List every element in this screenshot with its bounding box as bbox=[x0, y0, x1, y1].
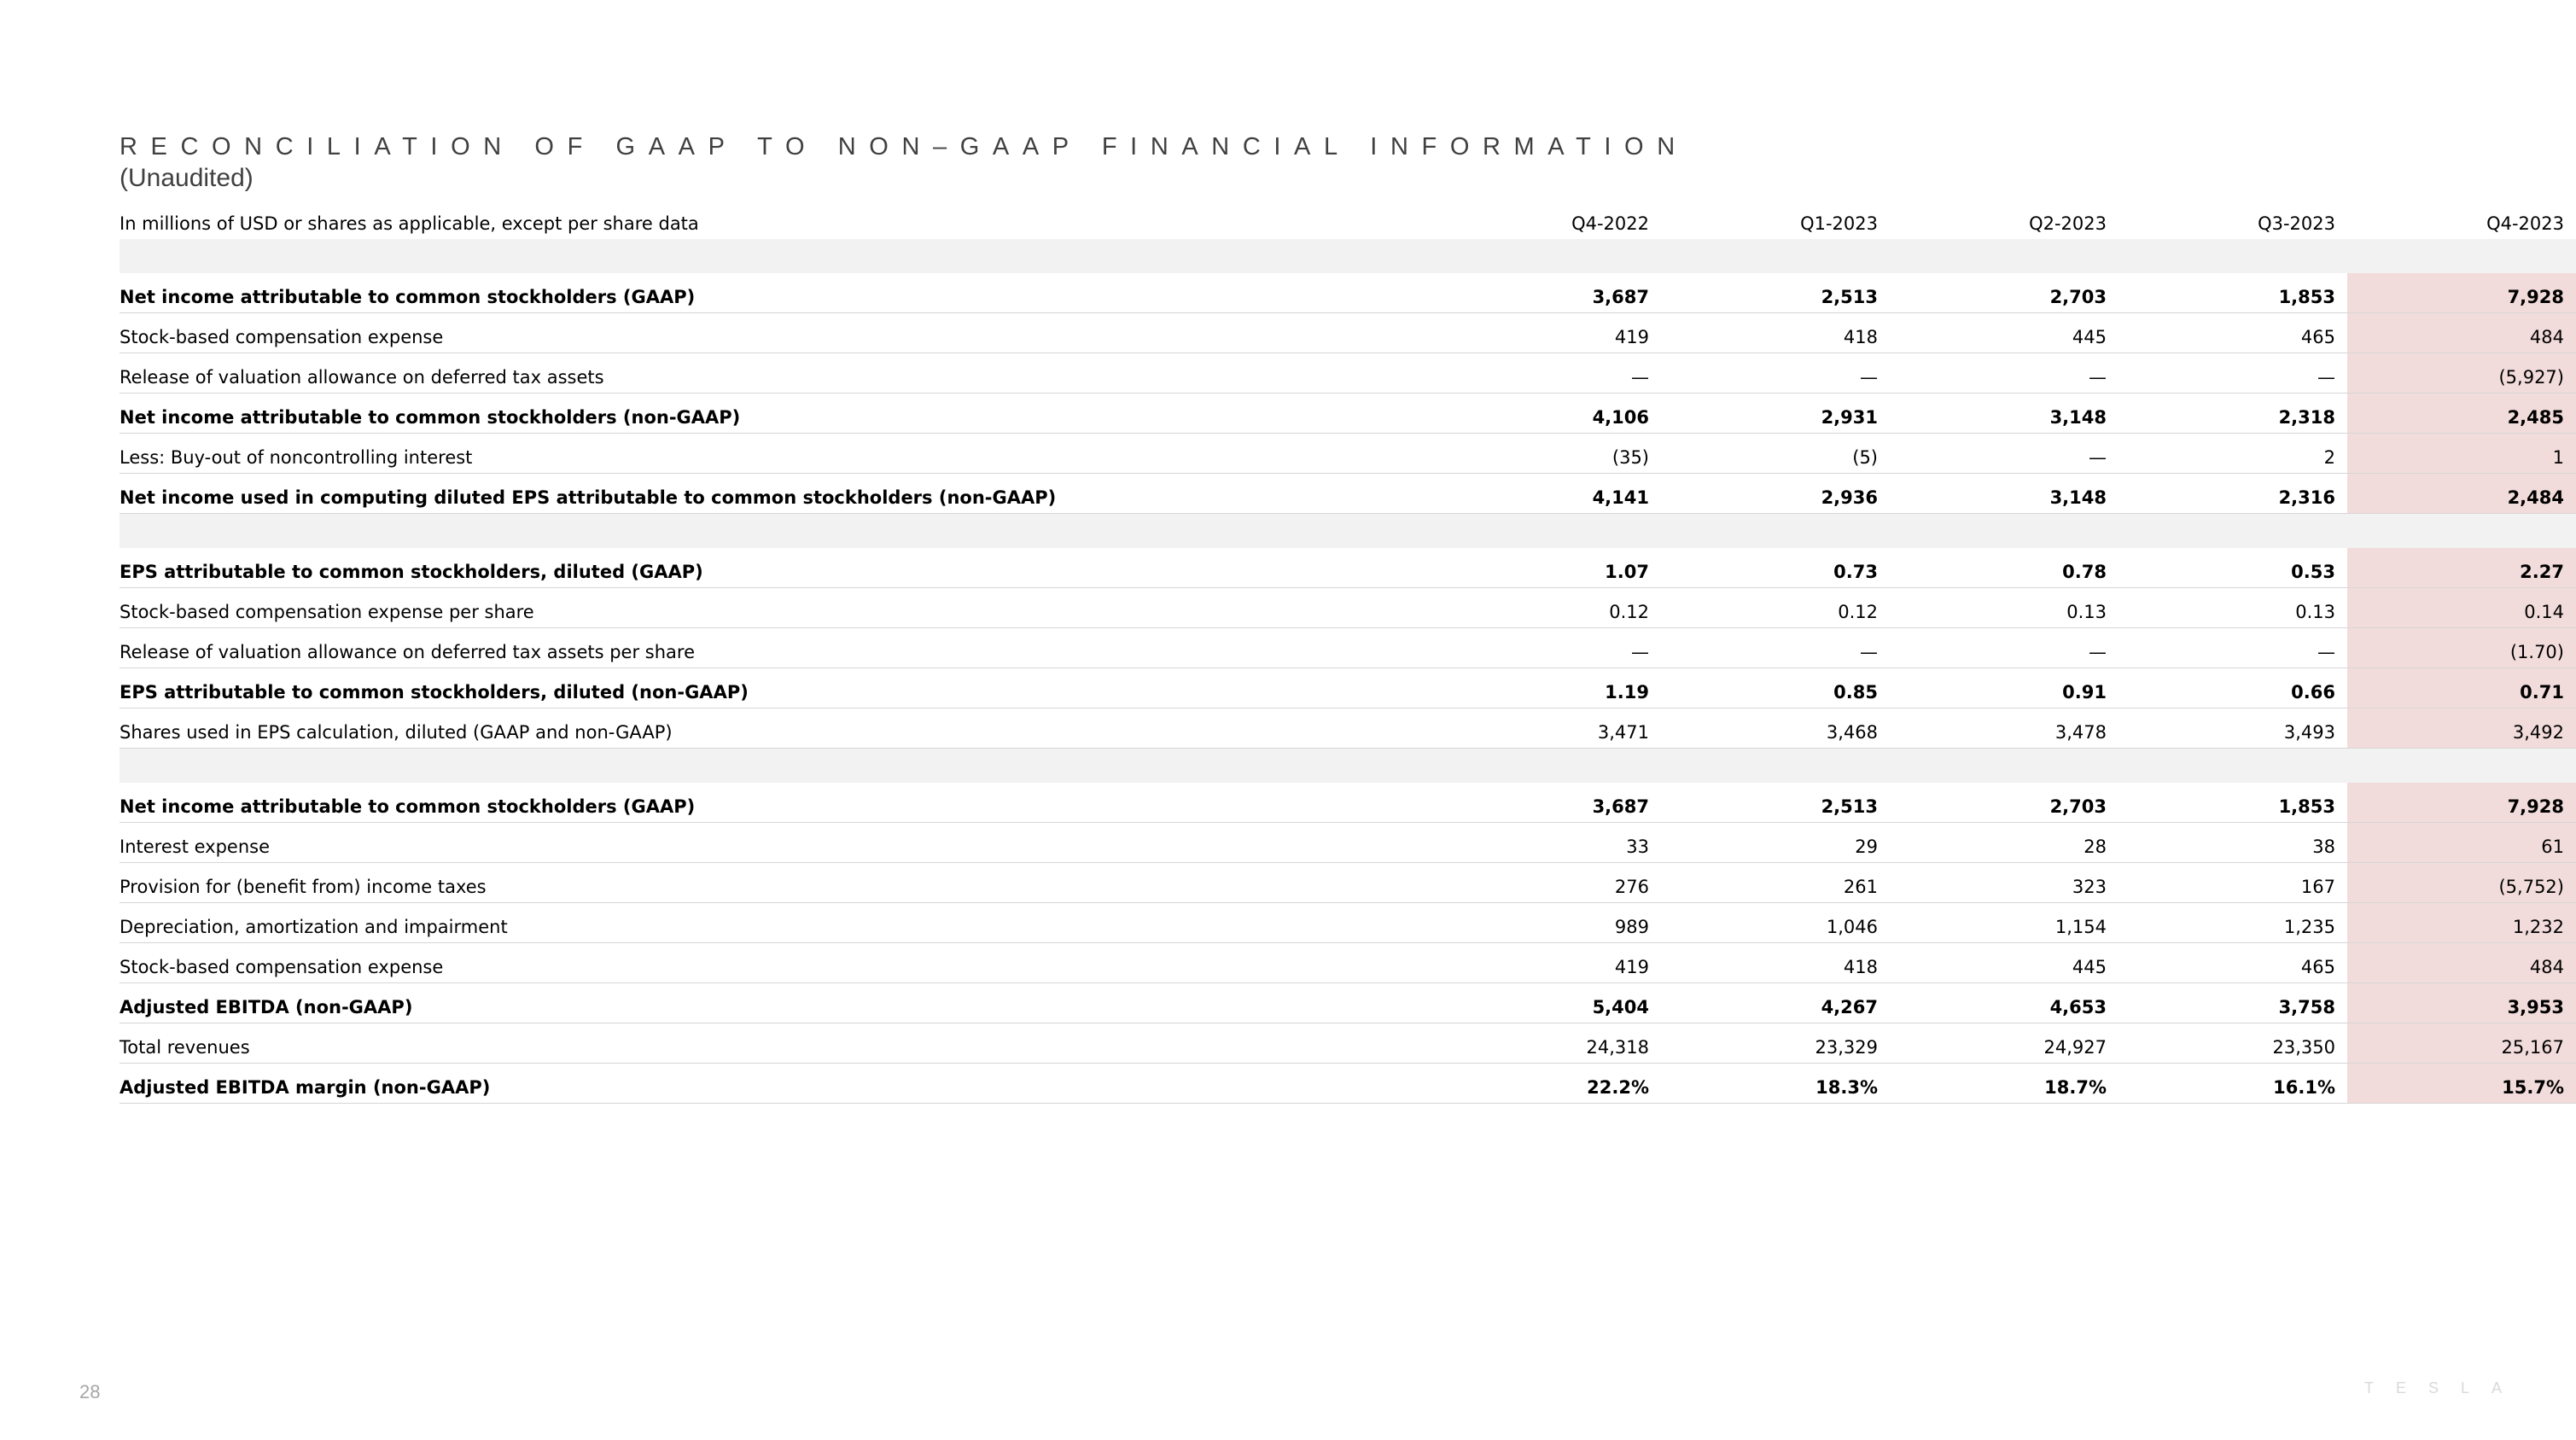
value-cell: 2,484 bbox=[2347, 474, 2576, 514]
table-row bbox=[119, 823, 2576, 863]
value-cell: — bbox=[1890, 628, 2118, 668]
value-cell: 3,148 bbox=[1890, 394, 2118, 434]
page-number: 28 bbox=[79, 1381, 101, 1402]
value-cell: 276 bbox=[1432, 863, 1661, 903]
table-row bbox=[119, 394, 2576, 434]
value-cell: — bbox=[1432, 628, 1661, 668]
column-header: Q4-2023 bbox=[2486, 213, 2564, 234]
row-label: Net income attributable to common stockholders (GAAP) bbox=[119, 273, 1432, 313]
value-cell: 0.91 bbox=[1890, 668, 2118, 708]
value-cell: 419 bbox=[1432, 943, 1661, 983]
value-cell: 1,232 bbox=[2347, 903, 2576, 943]
value-cell: 419 bbox=[1432, 313, 1661, 353]
value-cell: 61 bbox=[2347, 823, 2576, 863]
table-header bbox=[119, 203, 2576, 239]
section-spacer bbox=[119, 239, 2576, 273]
row-label: Stock-based compensation expense bbox=[119, 313, 1432, 353]
value-cell: 0.66 bbox=[2118, 668, 2347, 708]
value-cell: — bbox=[2118, 353, 2347, 394]
value-cell: 2,318 bbox=[2118, 394, 2347, 434]
header-row bbox=[119, 203, 2576, 239]
column-header: Q4-2022 bbox=[1571, 213, 1649, 234]
row-label: Shares used in EPS calculation, diluted (GAAP and non-GAAP) bbox=[119, 708, 1432, 749]
value-cell: 989 bbox=[1432, 903, 1661, 943]
value-cell: 445 bbox=[1890, 943, 2118, 983]
value-cell: 5,404 bbox=[1432, 983, 1661, 1023]
table-row bbox=[119, 783, 2576, 823]
section-spacer-cell bbox=[119, 239, 2576, 273]
value-cell: 3,758 bbox=[2118, 983, 2347, 1023]
value-cell: 0.14 bbox=[2347, 588, 2576, 628]
value-cell: 16.1% bbox=[2118, 1064, 2347, 1104]
value-cell: 1,853 bbox=[2118, 273, 2347, 313]
value-cell: — bbox=[1432, 353, 1661, 394]
value-cell: 0.73 bbox=[1661, 548, 1890, 588]
value-cell: 3,478 bbox=[1890, 708, 2118, 749]
value-cell: 445 bbox=[1890, 313, 2118, 353]
value-cell: 418 bbox=[1661, 313, 1890, 353]
value-cell: 1.19 bbox=[1432, 668, 1661, 708]
row-label: Net income attributable to common stockholders (GAAP) bbox=[119, 783, 1432, 823]
row-label: Total revenues bbox=[119, 1023, 1432, 1064]
table-row bbox=[119, 1064, 2576, 1104]
section-spacer-cell bbox=[119, 749, 2576, 784]
value-cell: 1,154 bbox=[1890, 903, 2118, 943]
table-row bbox=[119, 273, 2576, 313]
table-row bbox=[119, 548, 2576, 588]
value-cell: 1,235 bbox=[2118, 903, 2347, 943]
header-units-label: In millions of USD or shares as applicable, except per share data bbox=[119, 213, 699, 234]
table-body bbox=[119, 239, 2576, 1104]
value-cell: 0.13 bbox=[1890, 588, 2118, 628]
table-row bbox=[119, 628, 2576, 668]
value-cell: 3,687 bbox=[1432, 273, 1661, 313]
value-cell: 0.71 bbox=[2347, 668, 2576, 708]
row-label: Provision for (benefit from) income taxes bbox=[119, 863, 1432, 903]
table-row bbox=[119, 708, 2576, 749]
tesla-logo: TESLA bbox=[2364, 1379, 2525, 1396]
value-cell: 33 bbox=[1432, 823, 1661, 863]
column-header: Q3-2023 bbox=[2258, 213, 2335, 234]
row-label: Stock-based compensation expense per share bbox=[119, 588, 1432, 628]
value-cell: 323 bbox=[1890, 863, 2118, 903]
row-label: Depreciation, amortization and impairment bbox=[119, 903, 1432, 943]
value-cell: 2,931 bbox=[1661, 394, 1890, 434]
value-cell: 23,329 bbox=[1661, 1023, 1890, 1064]
value-cell: (35) bbox=[1432, 434, 1661, 474]
value-cell: 3,471 bbox=[1432, 708, 1661, 749]
value-cell: 3,492 bbox=[2347, 708, 2576, 749]
value-cell: 1,853 bbox=[2118, 783, 2347, 823]
value-cell: 2,703 bbox=[1890, 783, 2118, 823]
value-cell: 4,267 bbox=[1661, 983, 1890, 1023]
table-row bbox=[119, 668, 2576, 708]
value-cell: 2,485 bbox=[2347, 394, 2576, 434]
section-spacer bbox=[119, 749, 2576, 784]
value-cell: 0.53 bbox=[2118, 548, 2347, 588]
value-cell: 0.13 bbox=[2118, 588, 2347, 628]
value-cell: 22.2% bbox=[1432, 1064, 1661, 1104]
table-row bbox=[119, 474, 2576, 514]
value-cell: 15.7% bbox=[2347, 1064, 2576, 1104]
value-cell: 2,316 bbox=[2118, 474, 2347, 514]
value-cell: 3,493 bbox=[2118, 708, 2347, 749]
value-cell: 38 bbox=[2118, 823, 2347, 863]
value-cell: 7,928 bbox=[2347, 273, 2576, 313]
value-cell: 418 bbox=[1661, 943, 1890, 983]
value-cell: 18.3% bbox=[1661, 1064, 1890, 1104]
value-cell: 0.85 bbox=[1661, 668, 1890, 708]
value-cell: 18.7% bbox=[1890, 1064, 2118, 1104]
value-cell: 24,318 bbox=[1432, 1023, 1661, 1064]
value-cell: — bbox=[1661, 628, 1890, 668]
reconciliation-table bbox=[119, 203, 2576, 1104]
value-cell: 24,927 bbox=[1890, 1023, 2118, 1064]
value-cell: — bbox=[1890, 353, 2118, 394]
value-cell: (5,927) bbox=[2347, 353, 2576, 394]
value-cell: (1.70) bbox=[2347, 628, 2576, 668]
value-cell: 7,928 bbox=[2347, 783, 2576, 823]
value-cell: — bbox=[1890, 434, 2118, 474]
value-cell: 3,953 bbox=[2347, 983, 2576, 1023]
value-cell: 28 bbox=[1890, 823, 2118, 863]
value-cell: 2,513 bbox=[1661, 783, 1890, 823]
value-cell: 484 bbox=[2347, 313, 2576, 353]
value-cell: 2,936 bbox=[1661, 474, 1890, 514]
value-cell: 4,141 bbox=[1432, 474, 1661, 514]
value-cell: 1,046 bbox=[1661, 903, 1890, 943]
value-cell: 4,106 bbox=[1432, 394, 1661, 434]
row-label: Stock-based compensation expense bbox=[119, 943, 1432, 983]
row-label: Adjusted EBITDA margin (non-GAAP) bbox=[119, 1064, 1432, 1104]
value-cell: 25,167 bbox=[2347, 1023, 2576, 1064]
value-cell: — bbox=[1661, 353, 1890, 394]
row-label: Less: Buy-out of noncontrolling interest bbox=[119, 434, 1432, 474]
value-cell: 4,653 bbox=[1890, 983, 2118, 1023]
section-spacer-cell bbox=[119, 514, 2576, 549]
value-cell: (5,752) bbox=[2347, 863, 2576, 903]
row-label: Adjusted EBITDA (non-GAAP) bbox=[119, 983, 1432, 1023]
value-cell: 2,513 bbox=[1661, 273, 1890, 313]
row-label: EPS attributable to common stockholders, diluted (GAAP) bbox=[119, 548, 1432, 588]
column-header: Q2-2023 bbox=[2029, 213, 2107, 234]
value-cell: 3,687 bbox=[1432, 783, 1661, 823]
value-cell: 484 bbox=[2347, 943, 2576, 983]
value-cell: 3,148 bbox=[1890, 474, 2118, 514]
table-row bbox=[119, 434, 2576, 474]
table-row bbox=[119, 313, 2576, 353]
value-cell: 29 bbox=[1661, 823, 1890, 863]
column-header: Q1-2023 bbox=[1800, 213, 1878, 234]
row-label: Release of valuation allowance on deferred tax assets per share bbox=[119, 628, 1432, 668]
value-cell: 2 bbox=[2118, 434, 2347, 474]
value-cell: 2,703 bbox=[1890, 273, 2118, 313]
value-cell: 0.12 bbox=[1661, 588, 1890, 628]
value-cell: 3,468 bbox=[1661, 708, 1890, 749]
value-cell: 1 bbox=[2347, 434, 2576, 474]
table-row bbox=[119, 903, 2576, 943]
row-label: EPS attributable to common stockholders, diluted (non-GAAP) bbox=[119, 668, 1432, 708]
value-cell: 261 bbox=[1661, 863, 1890, 903]
table-row bbox=[119, 863, 2576, 903]
page-subtitle: (Unaudited) bbox=[119, 164, 254, 192]
table-row bbox=[119, 1023, 2576, 1064]
value-cell: — bbox=[2118, 628, 2347, 668]
value-cell: 167 bbox=[2118, 863, 2347, 903]
value-cell: 23,350 bbox=[2118, 1023, 2347, 1064]
value-cell: 0.78 bbox=[1890, 548, 2118, 588]
table-row bbox=[119, 588, 2576, 628]
value-cell: 465 bbox=[2118, 313, 2347, 353]
row-label: Interest expense bbox=[119, 823, 1432, 863]
page-title: RECONCILIATION OF GAAP TO NON–GAAP FINANCIAL INFORMATION bbox=[119, 133, 1688, 160]
value-cell: 465 bbox=[2118, 943, 2347, 983]
value-cell: 1.07 bbox=[1432, 548, 1661, 588]
value-cell: 0.12 bbox=[1432, 588, 1661, 628]
row-label: Net income attributable to common stockholders (non-GAAP) bbox=[119, 394, 1432, 434]
row-label: Net income used in computing diluted EPS attributable to common stockholders (non-GAAP) bbox=[119, 474, 1432, 514]
value-cell: (5) bbox=[1661, 434, 1890, 474]
value-cell: 2.27 bbox=[2347, 548, 2576, 588]
table-row bbox=[119, 983, 2576, 1023]
row-label: Release of valuation allowance on deferred tax assets bbox=[119, 353, 1432, 394]
section-spacer bbox=[119, 514, 2576, 549]
table-row bbox=[119, 943, 2576, 983]
table-row bbox=[119, 353, 2576, 394]
